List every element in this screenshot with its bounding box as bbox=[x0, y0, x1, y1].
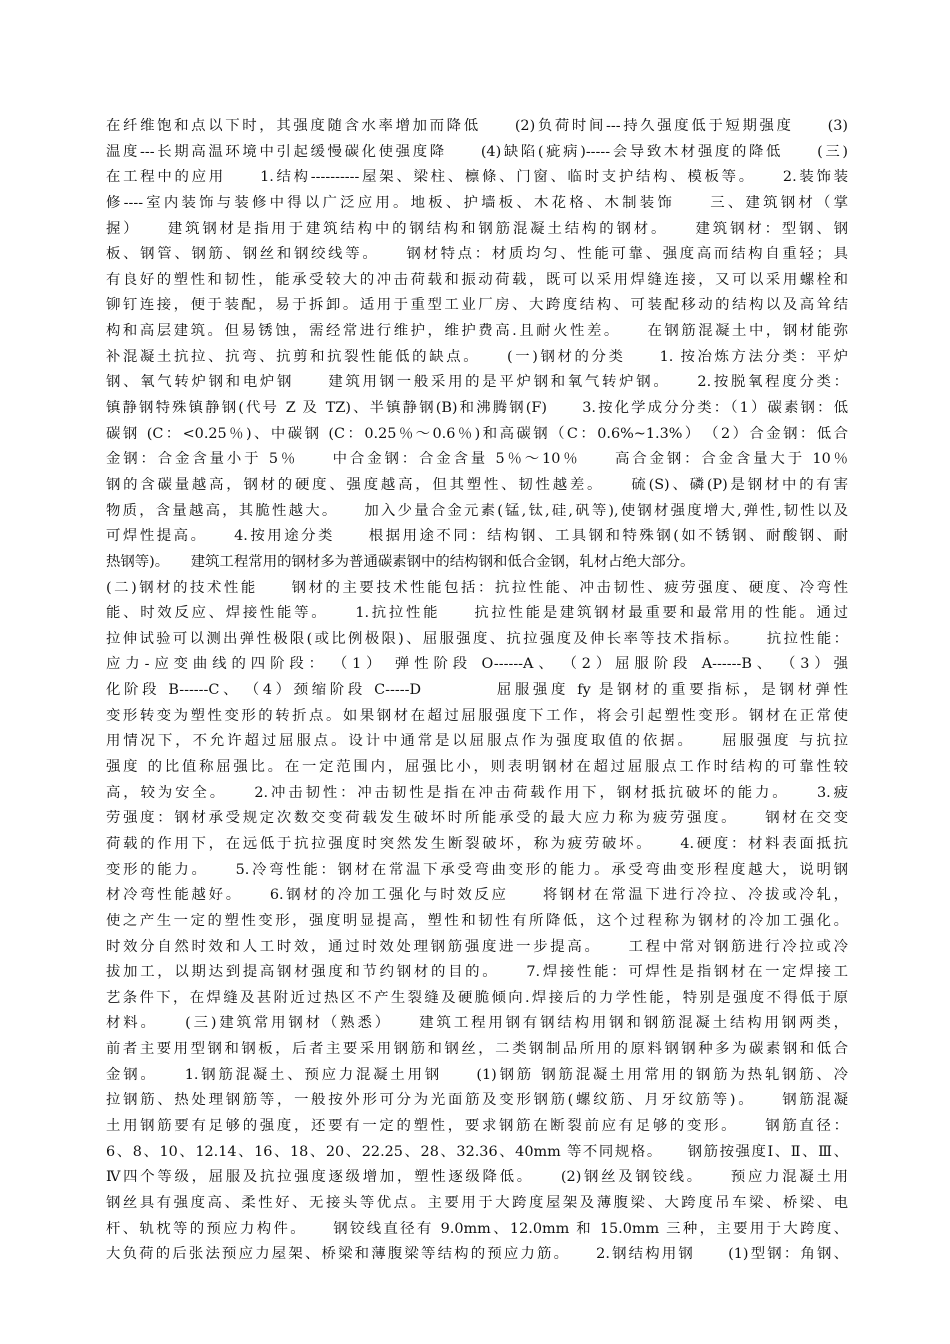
text-line: 拉伸试验可以测出弹性极限(或比例极限)、屈服强度、抗拉强度及伸长率等技术指标。 抗拉性能： bbox=[106, 630, 848, 647]
text-line: 6、8、10、12.14、16、18、20、22.25、28、32.36、40mm 等不同规格。 钢筋按强度Ⅰ、Ⅱ、Ⅲ、 bbox=[106, 1143, 848, 1160]
text-line: 使之产生一定的塑性变形，强度明显提高，塑性和韧性有所降低，这个过程称为钢材的冷加工强化。 bbox=[106, 912, 848, 929]
text-line: 板、钢管、钢筋、钢丝和钢绞线等。 钢材特点：材质均匀、性能可靠、强度高而结构自重轻；具 bbox=[106, 246, 848, 263]
text-line: (二)钢材的技术性能 钢材的主要技术性能包括：抗拉性能、冲击韧性、疲劳强度、硬度、冷弯性 bbox=[106, 579, 848, 596]
text-line: 用情况下，不允许超过屈服点。设计中通常是以屈服点作为强度取值的依据。 屈服强度 与抗拉 bbox=[106, 733, 848, 750]
text-line: 应力-应变曲线的四阶段： （1） 弹性阶段 O------A、 （2）屈服阶段 A------B、 （3）强 bbox=[106, 656, 848, 673]
text-line: 拔加工，以期达到提高钢材强度和节约钢材的目的。 7.焊接性能：可焊性是指钢材在一定焊接工 bbox=[106, 964, 848, 981]
text-line: 修----室内装饰与装修中得以广泛应用。地板、护墙板、木花格、木制装饰 三、建筑钢材（掌 bbox=[106, 194, 848, 211]
text-line: 金钢。 1.钢筋混凝土、预应力混凝土用钢 (1)钢筋 钢筋混凝土用常用的钢筋为热轧钢筋、冷 bbox=[106, 1066, 848, 1083]
text-line: 化阶段 B------C、 （4）颈缩阶段 C-----D 屈服强度 fy 是钢材的重要指标，是钢材弹性 bbox=[106, 682, 848, 699]
text-line: 在工程中的应用 1.结构----------屋架、梁柱、檩條、门窗、临时支护结构、模板等。 2.装饰装 bbox=[106, 169, 848, 186]
text-line: 可焊性提高。 4.按用途分类 根据用途不同：结构钢、工具钢和特殊钢(如不锈钢、耐酸钢、耐 bbox=[106, 528, 848, 545]
text-line: 荷载的作用下，在远低于抗拉强度时突然发生断裂破坏，称为疲劳破坏。 4.硬度：材料表面抵抗 bbox=[106, 835, 848, 852]
text-line: 杆、轨枕等的预应力构件。 钢铰线直径有 9.0mm、12.0mm 和 15.0mm 三种，主要用于大跨度、 bbox=[106, 1220, 848, 1237]
text-line: 艺条件下，在焊缝及甚附近过热区不产生裂缝及硬脆倾向.焊接后的力学性能，特别是强度不得低于原 bbox=[106, 989, 848, 1006]
text-line: 钢丝具有强度高、柔性好、无接头等优点。主要用于大跨度屋架及薄腹梁、大跨度吊车梁、桥梁、电 bbox=[106, 1194, 848, 1211]
text-line: 强度 的比值称屈强比。在一定范围内，屈强比小，则表明钢材在超过屈服点工作时结构的可靠性较 bbox=[106, 759, 848, 776]
text-line: 变形的能力。 5.冷弯性能：钢材在常温下承受弯曲变形的能力。承受弯曲变形程度越大，说明钢 bbox=[106, 861, 848, 878]
text-line: 钢、氧气转炉钢和电炉钢 建筑用钢一般采用的是平炉钢和氧气转炉钢。 2.按脱氧程度分类： bbox=[106, 374, 848, 391]
text-line: 构和高层建筑。但易锈蚀，需经常进行维护，维护费高.且耐火性差。 在钢筋混凝土中，钢材能弥 bbox=[106, 323, 848, 340]
text-line: 在纤维饱和点以下时，其强度随含水率增加而降低 (2)负荷时间---持久强度低于短期强度 (3) bbox=[106, 118, 848, 134]
text-line: 物质，含量越高，其脆性越大。 加入少量合金元素(锰,钛,硅,矾等),使钢材强度增大,弹性,韧性以及 bbox=[106, 502, 848, 519]
text-line: 钢的含碳量越高，钢材的硬度、强度越高，但其塑性、韧性越差。 硫(S)、磷(P)是钢材中的有害 bbox=[106, 476, 848, 493]
text-line: 土用钢筋要有足够的强度，还要有一定的塑性，要求钢筋在断裂前应有足够的变形。 钢筋直径： bbox=[106, 1117, 848, 1134]
text-line: 材料。 (三)建筑常用钢材（熟悉） 建筑工程用钢有钢结构用钢和钢筋混凝土结构用钢两类， bbox=[106, 1015, 848, 1032]
text-line: 拉钢筋、热处理钢筋等，一般按外形可分为光面筋及变形钢筋(螺纹筋、月牙纹筋等)。 钢筋混凝 bbox=[106, 1092, 848, 1109]
text-line: 前者主要用型钢和钢板，后者主要采用钢筋和钢丝，二类钢制品所用的原料钢钢种多为碳素钢和低合 bbox=[106, 1041, 848, 1058]
text-line: 有良好的塑性和韧性，能承受较大的冲击荷载和振动荷载，既可以采用焊缝连接，又可以采用螺栓和 bbox=[106, 271, 848, 288]
text-line: 握） 建筑钢材是指用于建筑结构中的钢结构和钢筋混凝土结构的钢材。 建筑钢材：型钢、钢 bbox=[106, 220, 848, 237]
text-line: 镇静钢特殊镇静钢(代号 Z 及 TZ)、半镇静钢(B)和沸腾钢(F) 3.按化学成分分类：（1）碳素钢：低 bbox=[106, 400, 848, 417]
text-line: 材冷弯性能越好。 6.钢材的冷加工强化与时效反应 将钢材在常温下进行冷拉、冷拔或冷轧， bbox=[106, 887, 848, 904]
text-line: 铆钉连接，便于装配，易于拆卸。适用于重型工业厂房、大跨度结构、可装配移动的结构以及高耸结 bbox=[106, 297, 848, 314]
text-line: 高，较为安全。 2.冲击韧性：冲击韧性是指在冲击荷载作用下，钢材抵抗破坏的能力。 3.疲 bbox=[106, 784, 848, 801]
text-line: Ⅳ四个等级，屈服及抗拉强度逐级增加，塑性逐级降低。 (2)钢丝及钢铰线。 预应力混凝土用 bbox=[106, 1169, 848, 1186]
text-line: 时效分自然时效和人工时效，通过时效处理钢筋强度进一步提高。 工程中常对钢筋进行冷拉或冷 bbox=[106, 938, 848, 955]
text-line: 变形转变为塑性变形的转折点。如果钢材在超过屈服强度下工作，将会引起塑性变形。钢材在正常使 bbox=[106, 707, 848, 724]
text-line: 金钢：合金含量小于 5％ 中合金钢：合金含量 5％～10％ 高合金钢：合金含量大于 10％ bbox=[106, 451, 848, 468]
text-line: 碳钢 (C：<0.25％)、中碳钢 (C：0.25％～0.6％)和高碳钢（C：0.6%~1.3%） （2）合金钢：低合 bbox=[106, 425, 848, 442]
text-line: 劳强度：钢材承受规定次数交变荷载发生破坏时所能承受的最大应力称为疲劳强度。 钢材在交变 bbox=[106, 810, 848, 827]
text-line: 热钢等)。 建筑工程常用的钢材多为普通碳素钢中的结构钢和低合金钢，轧材占绝大部分。 bbox=[106, 553, 695, 570]
text-line: 补混凝土抗拉、抗弯、抗剪和抗裂性能低的缺点。 (一)钢材的分类 1. 按冶炼方法分类：平炉 bbox=[106, 348, 848, 365]
text-line: 大负荷的后张法预应力屋架、桥梁和薄腹梁等结构的预应力筋。 2.钢结构用钢 (1)型钢：角钢、 bbox=[106, 1246, 848, 1263]
body-text bbox=[106, 114, 848, 1268]
text-line: 温度---长期高温环境中引起缓慢碳化使强度降 (4)缺陷(疵病)-----会导致木材强度的降低 (三) bbox=[106, 143, 848, 160]
text-line: 能、时效反应、焊接性能等。 1.抗拉性能 抗拉性能是建筑钢材最重要和最常用的性能。通过 bbox=[106, 605, 848, 622]
